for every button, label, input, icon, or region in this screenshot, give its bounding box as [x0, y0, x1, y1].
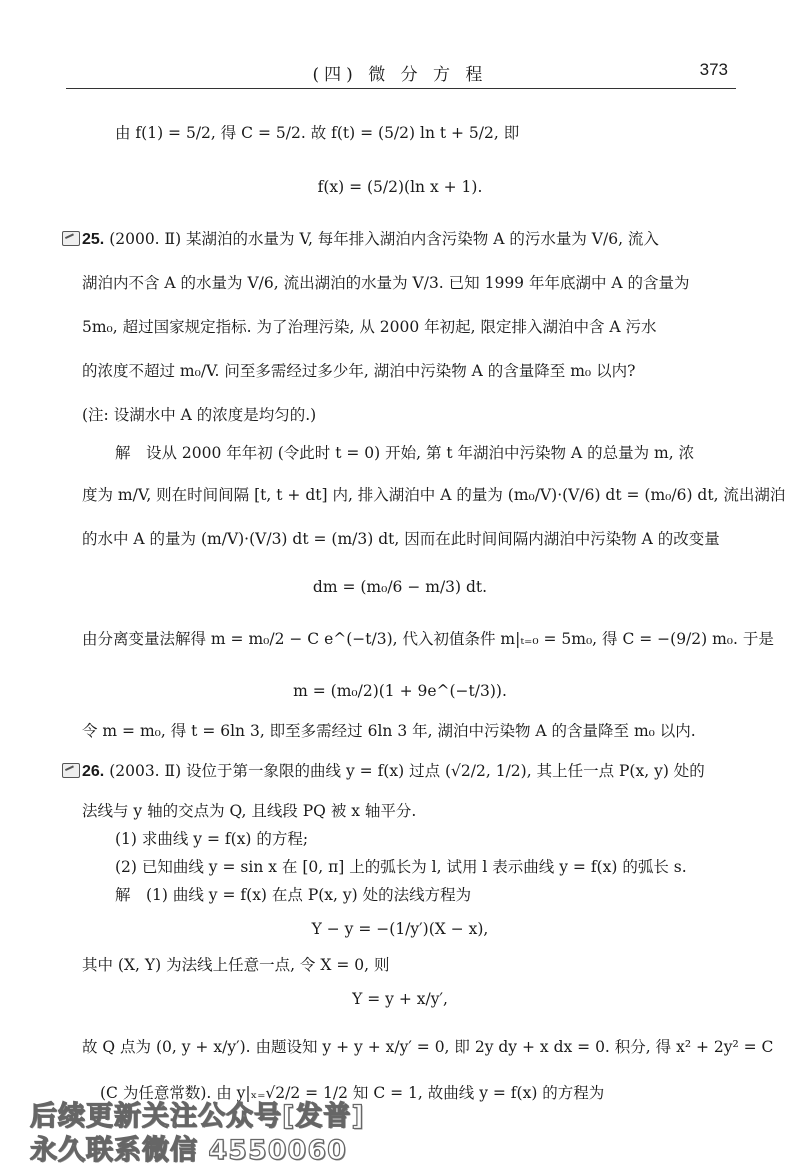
equation-line: Y − y = −(1/y′)(X − x), [311, 920, 489, 938]
equation-line: dm = (m₀/6 − m/3) dt. [312, 578, 488, 596]
watermark-line-2: 永久联系微信 4550060 [30, 1135, 347, 1166]
text-line: 解 (1) 曲线 y = f(x) 在点 P(x, y) 处的法线方程为 [115, 886, 472, 904]
text-line: (注: 设湖水中 A 的浓度是均匀的.) [82, 406, 317, 424]
text-line: (1) 求曲线 y = f(x) 的方程; [115, 830, 309, 848]
running-header-title: (四) 微 分 方 程 [312, 65, 488, 85]
text-line: 故 Q 点为 (0, y + x/y′). 由题设知 y + y + x/y′ = 0, 即 2y dy + x dx = 0. 积分, 得 x² + 2y² = C [82, 1038, 774, 1056]
text-line: 法线与 y 轴的交点为 Q, 且线段 PQ 被 x 轴平分. [82, 802, 417, 820]
text-line: 的浓度不超过 m₀/V. 问至多需经过多少年, 湖泊中污染物 A 的含量降至 m₀ 以内? [82, 362, 636, 380]
problem-marker-icon [62, 231, 80, 246]
problem-marker-icon [62, 763, 80, 778]
problem-number: 26. [82, 763, 105, 780]
text-line: 由 f(1) = 5/2, 得 C = 5/2. 故 f(t) = (5/2) ln t + 5/2, 即 [115, 124, 520, 142]
text-line: 解 设从 2000 年年初 (令此时 t = 0) 开始, 第 t 年湖泊中污染物 A 的总量为 m, 浓 [115, 444, 695, 462]
problem-25-line [62, 228, 722, 251]
problem-26-line [62, 760, 722, 783]
watermark-line-1: 后续更新关注公众号[发普] [30, 1101, 365, 1132]
text-line: 其中 (X, Y) 为法线上任意一点, 令 X = 0, 则 [82, 956, 390, 974]
page-number: 373 [699, 60, 728, 79]
header-rule [66, 88, 736, 89]
equation-line: m = (m₀/2)(1 + 9e^(−t/3)). [293, 682, 507, 700]
text-line: 湖泊内不含 A 的水量为 V/6, 流出湖泊的水量为 V/3. 已知 1999 年年底湖中 A 的含量为 [82, 274, 690, 292]
equation-line: Y = y + x/y′, [352, 990, 448, 1008]
watermark [30, 1100, 530, 1168]
text-line: (2) 已知曲线 y = sin x 在 [0, π] 上的弧长为 l, 试用 l 表示曲线 y = f(x) 的弧长 s. [115, 858, 687, 876]
equation-line: f(x) = (5/2)(ln x + 1). [317, 178, 483, 196]
text-line: 由分离变量法解得 m = m₀/2 − C e^(−t/3), 代入初值条件 m|ₜ₌₀ = 5m₀, 得 C = −(9/2) m₀. 于是 [82, 630, 774, 648]
problem-text: (2003. Ⅱ) 设位于第一象限的曲线 y = f(x) 过点 (√2/2, 1/2), 其上任一点 P(x, y) 处的 [109, 762, 705, 780]
text-line: (C 为任意常数). 由 y|ₓ₌√2/2 = 1/2 知 C = 1, 故曲线 y = f(x) 的方程为 [100, 1084, 605, 1102]
text-line: 令 m = m₀, 得 t = 6ln 3, 即至多需经过 6ln 3 年, 湖泊中污染物 A 的含量降至 m₀ 以内. [82, 722, 696, 740]
text-line: 5m₀, 超过国家规定指标. 为了治理污染, 从 2000 年初起, 限定排入湖泊中含 A 污水 [82, 318, 657, 336]
text-line: 度为 m/V, 则在时间间隔 [t, t + dt] 内, 排入湖泊中 A 的量为 (m₀/V)·(V/6) dt = (m₀/6) dt, 流出湖泊 [82, 486, 786, 504]
problem-number: 25. [82, 231, 105, 248]
text-line: 的水中 A 的量为 (m/V)·(V/3) dt = (m/3) dt, 因而在此时间间隔内湖泊中污染物 A 的改变量 [82, 530, 720, 548]
problem-text: (2000. Ⅱ) 某湖泊的水量为 V, 每年排入湖泊内含污染物 A 的污水量为 V/6, 流入 [109, 230, 659, 248]
